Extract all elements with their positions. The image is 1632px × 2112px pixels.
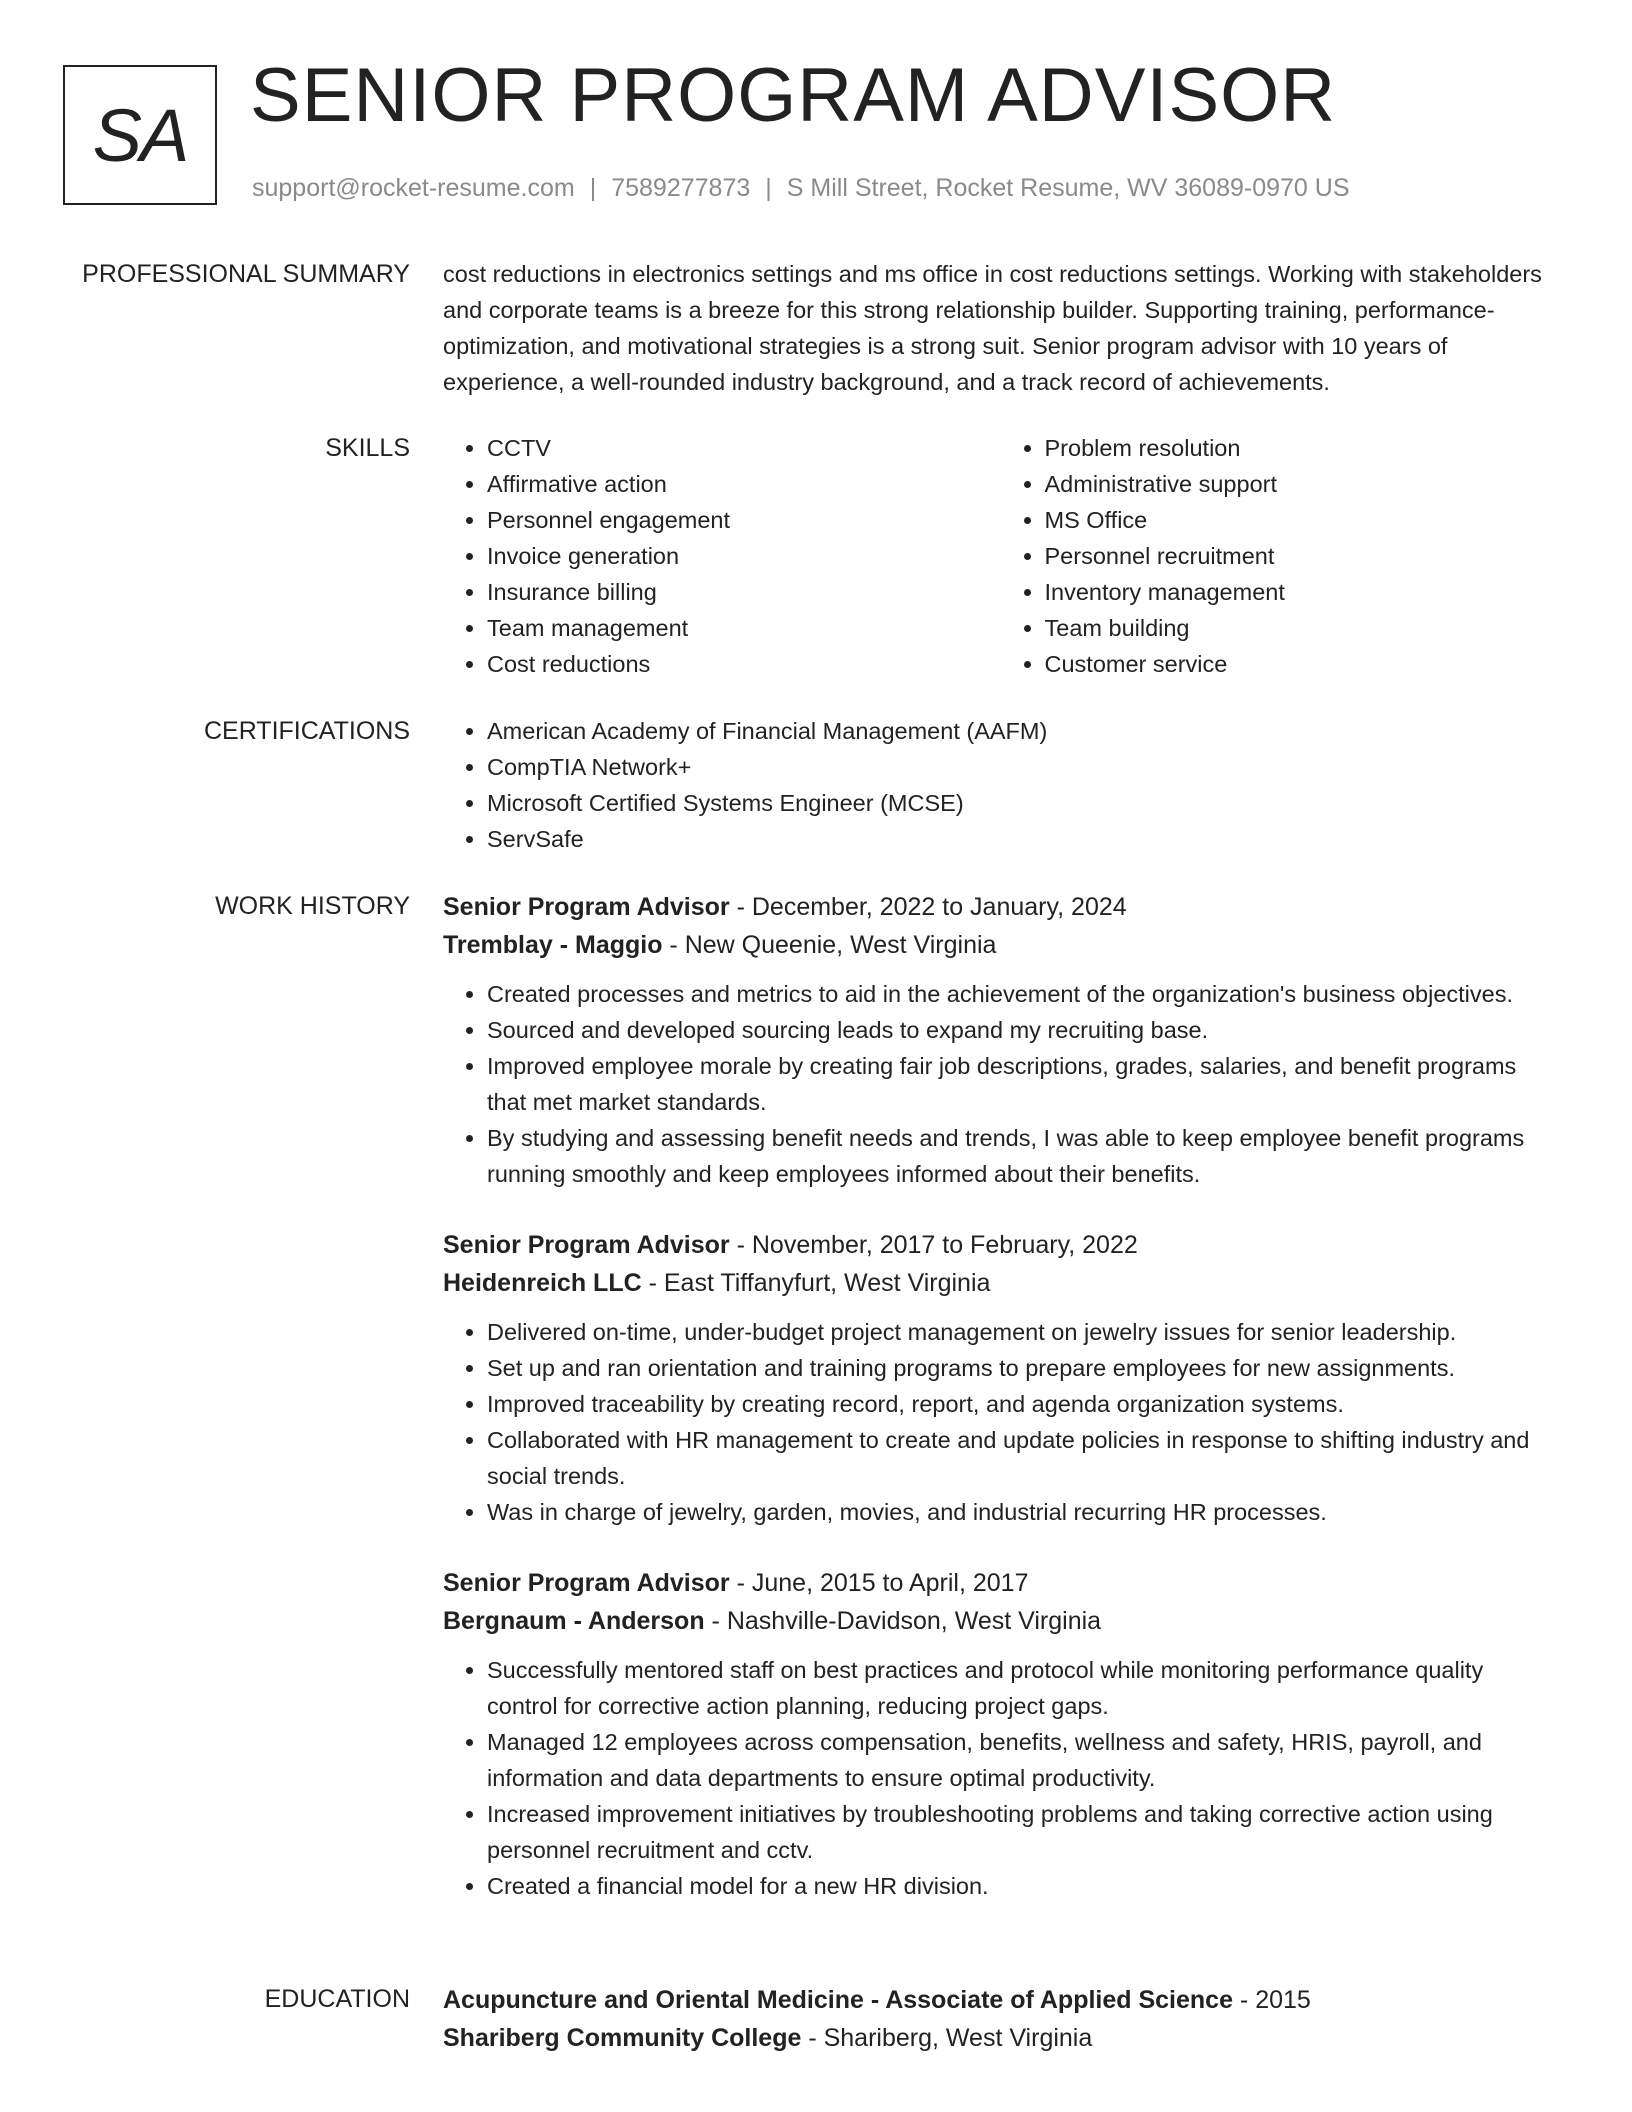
list-item: • Personnel recruitment: [1045, 538, 1559, 574]
section-label: PROFESSIONAL SUMMARY: [82, 260, 410, 288]
job-location: - East Tiffanyfurt, West Virginia: [641, 1269, 991, 1297]
list-item: • Successfully mentored staff on best practices and protocol while monitoring performance quality control for corrective action planning, reducing project gaps.: [487, 1652, 1558, 1724]
list-item: • Improved traceability by creating record, report, and agenda organization systems.: [487, 1386, 1558, 1422]
education-degree-line: [443, 1981, 1558, 2019]
job-title: Senior Program Advisor: [443, 1231, 730, 1259]
section-label: EDUCATION: [264, 1985, 410, 2013]
list-item: • Affirmative action: [487, 466, 1001, 502]
job-bullets: [443, 1314, 1558, 1530]
list-item: • Team building: [1045, 610, 1559, 646]
list-item: • Customer service: [1045, 646, 1559, 682]
list-item: • Was in charge of jewelry, garden, movies, and industrial recurring HR processes.: [487, 1494, 1558, 1530]
list-item: • Increased improvement initiatives by troubleshooting problems and taking corrective action using personnel recruitment and cctv.: [487, 1796, 1558, 1868]
job-title: Senior Program Advisor: [443, 1569, 730, 1597]
list-item: • Administrative support: [1045, 466, 1559, 502]
job-company-line: [443, 1264, 1558, 1302]
job-company-line: [443, 1602, 1558, 1640]
list-item: • Managed 12 employees across compensation, benefits, wellness and safety, HRIS, payroll, and information and data departments to ensure optimal productivity.: [487, 1724, 1558, 1796]
education-location: - Shariberg, West Virginia: [801, 2024, 1093, 2052]
list-item: • Collaborated with HR management to create and update policies in response to shifting industry and social trends.: [487, 1422, 1558, 1494]
list-item: • Personnel engagement: [487, 502, 1001, 538]
list-item: • MS Office: [1045, 502, 1559, 538]
certifications-list: [443, 713, 1558, 857]
job-company: Bergnaum - Anderson: [443, 1607, 705, 1635]
contact-email: support@rocket-resume.com: [252, 174, 575, 202]
contact-separator: |: [589, 174, 597, 202]
education-school-line: [443, 2019, 1558, 2057]
contact-line: [252, 174, 1350, 203]
job-entry: [443, 888, 1558, 1192]
list-item: • Improved employee morale by creating fair job descriptions, grades, salaries, and benefit programs that met market standards.: [487, 1048, 1558, 1120]
list-item: • Created a financial model for a new HR division.: [487, 1868, 1558, 1904]
summary-text: cost reductions in electronics settings and ms office in cost reductions settings. Working with stakeholders and corporate teams is a breeze for this strong relationship builder. Supporting training, performance-optimization, and motivational strategies is a strong suit. Senior program advisor with 10 years of experience, a well-rounded industry background, and a track record of achievements.: [443, 261, 1542, 395]
job-title-line: [443, 1564, 1558, 1602]
job-title-line: [443, 888, 1558, 926]
contact-address: S Mill Street, Rocket Resume, WV 36089-0970 US: [786, 174, 1350, 202]
education-year: - 2015: [1232, 1986, 1311, 2014]
list-item: • Set up and ran orientation and training programs to prepare employees for new assignments.: [487, 1350, 1558, 1386]
section-label: SKILLS: [325, 434, 410, 462]
list-item: • Delivered on-time, under-budget project management on jewelry issues for senior leadership.: [487, 1314, 1558, 1350]
page-title: SENIOR PROGRAM ADVISOR: [250, 53, 1337, 138]
job-company: Tremblay - Maggio: [443, 931, 663, 959]
job-dates: - November, 2017 to February, 2022: [729, 1231, 1138, 1259]
skills-list-left: [443, 430, 1001, 682]
job-bullets: [443, 976, 1558, 1192]
job-location: - Nashville-Davidson, West Virginia: [704, 1607, 1102, 1635]
skills-list-right: [1001, 430, 1559, 682]
job-title-line: [443, 1226, 1558, 1264]
contact-phone: 7589277873: [611, 174, 751, 202]
job-entry: [443, 1226, 1558, 1530]
contact-separator: |: [765, 174, 772, 202]
list-item: • Problem resolution: [1045, 430, 1559, 466]
job-company: Heidenreich LLC: [443, 1269, 642, 1297]
education-degree: Acupuncture and Oriental Medicine - Associate of Applied Science: [443, 1986, 1233, 2014]
job-company-line: [443, 926, 1558, 964]
job-title: Senior Program Advisor: [443, 893, 730, 921]
section-label: WORK HISTORY: [215, 892, 410, 920]
section-label: CERTIFICATIONS: [203, 717, 410, 745]
list-item: • CompTIA Network+: [487, 749, 1558, 785]
list-item: • Microsoft Certified Systems Engineer (MCSE): [487, 785, 1558, 821]
list-item: • Inventory management: [1045, 574, 1559, 610]
job-dates: - June, 2015 to April, 2017: [729, 1569, 1029, 1597]
list-item: • By studying and assessing benefit needs and trends, I was able to keep employee benefit programs running smoothly and keep employees informed about their benefits.: [487, 1120, 1558, 1192]
list-item: • Insurance billing: [487, 574, 1001, 610]
job-entry: [443, 1564, 1558, 1904]
list-item: • Created processes and metrics to aid in the achievement of the organization's business objectives.: [487, 976, 1558, 1012]
monogram: SA: [63, 65, 217, 205]
list-item: • Cost reductions: [487, 646, 1001, 682]
job-location: - New Queenie, West Virginia: [662, 931, 997, 959]
list-item: • Invoice generation: [487, 538, 1001, 574]
list-item: • CCTV: [487, 430, 1001, 466]
list-item: • ServSafe: [487, 821, 1558, 857]
job-bullets: [443, 1652, 1558, 1904]
education-school: Shariberg Community College: [443, 2024, 802, 2052]
list-item: • Sourced and developed sourcing leads to expand my recruiting base.: [487, 1012, 1558, 1048]
list-item: • Team management: [487, 610, 1001, 646]
list-item: • American Academy of Financial Management (AAFM): [487, 713, 1558, 749]
job-dates: - December, 2022 to January, 2024: [729, 893, 1127, 921]
